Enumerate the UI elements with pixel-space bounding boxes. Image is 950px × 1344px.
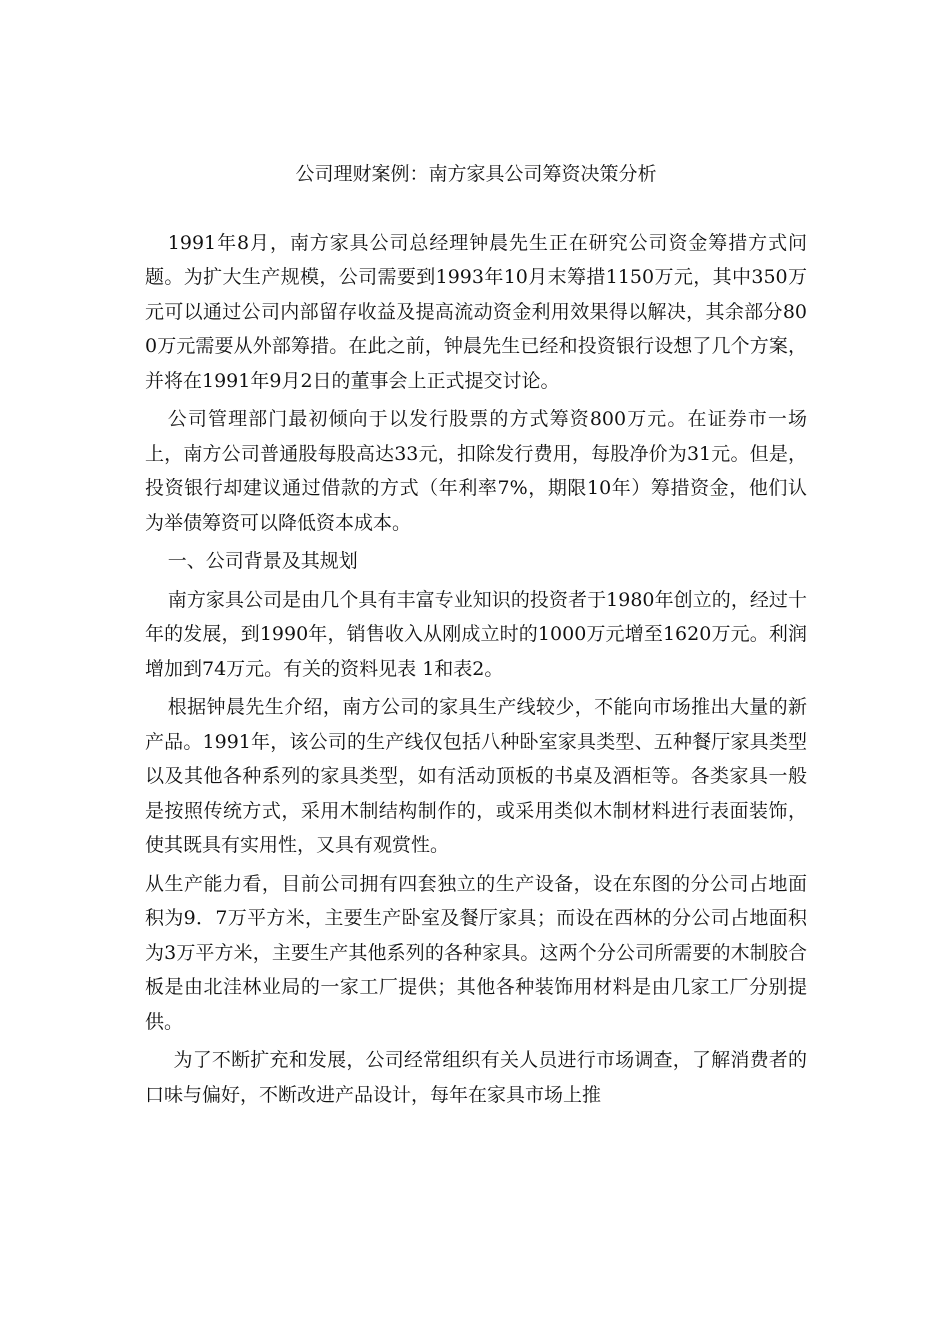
section-heading-company-background: 一、公司背景及其规划 bbox=[167, 550, 358, 572]
paragraph-production-capacity: 从生产能力看，目前公司拥有四套独立的生产设备，设在东图的分公司占地面积为9．7万平方米，主要生产卧室及餐厅家具；而设在西林的分公司占地面积为3万平方米，主要生产其他系列的各种家具。这两个分公司所需要的木制胶合板是由北洼林业局的一家工厂提供；其他各种装饰用材料是由几家工厂分别提供。 bbox=[145, 872, 807, 1033]
paragraph-financing-intro: 1991年8月，南方家具公司总经理钟晨先生正在研究公司资金筹措方式问题。为扩大生产规模，公司需要到1993年10月末筹措1150万元，其中350万元可以通过公司内部留存收益及提高流动资金利用效果得以解决，其余部分800万元需要从外部筹措。在此之前，钟晨先生已经和投资银行设想了几个方案，并将在1991年9月2日的董事会上正式提交讨论。 bbox=[145, 231, 807, 392]
paragraph-market-research: 为了不断扩充和发展，公司经常组织有关人员进行市场调查，了解消费者的口味与偏好，不断改进产品设计，每年在家具市场上推 bbox=[145, 1049, 807, 1106]
paragraph-product-lines: 根据钟晨先生介绍，南方公司的家具生产线较少，不能向市场推出大量的新产品。1991年，该公司的生产线仅包括八种卧室家具类型、五种餐厅家具类型以及其他各种系列的家具类型，如有活动顶板的书桌及酒柜等。各类家具一般是按照传统方式，采用木制结构制作的，或采用类似木制材料进行表面装饰，使其既具有实用性，又具有观赏性。 bbox=[145, 696, 807, 856]
paragraph-company-history: 南方家具公司是由几个具有丰富专业知识的投资者于1980年创立的，经过十年的发展，到1990年，销售收入从刚成立时的1000万元增至1620万元。利润增加到74万元。有关的资料见表 1和表2。 bbox=[145, 588, 807, 680]
document-body bbox=[145, 157, 807, 1116]
paragraph-management-preference: 公司管理部门最初倾向于以发行股票的方式筹资800万元。在证券市一场上，南方公司普通股每股高达33元，扣除发行费用，每股净价为31元。但是，投资银行却建议通过借款的方式（年利率7%，期限10年）筹措资金，他们认为举债筹资可以降低资本成本。 bbox=[145, 408, 807, 534]
document-title: 公司理财案例：南方家具公司筹资决策分析 bbox=[295, 163, 657, 185]
